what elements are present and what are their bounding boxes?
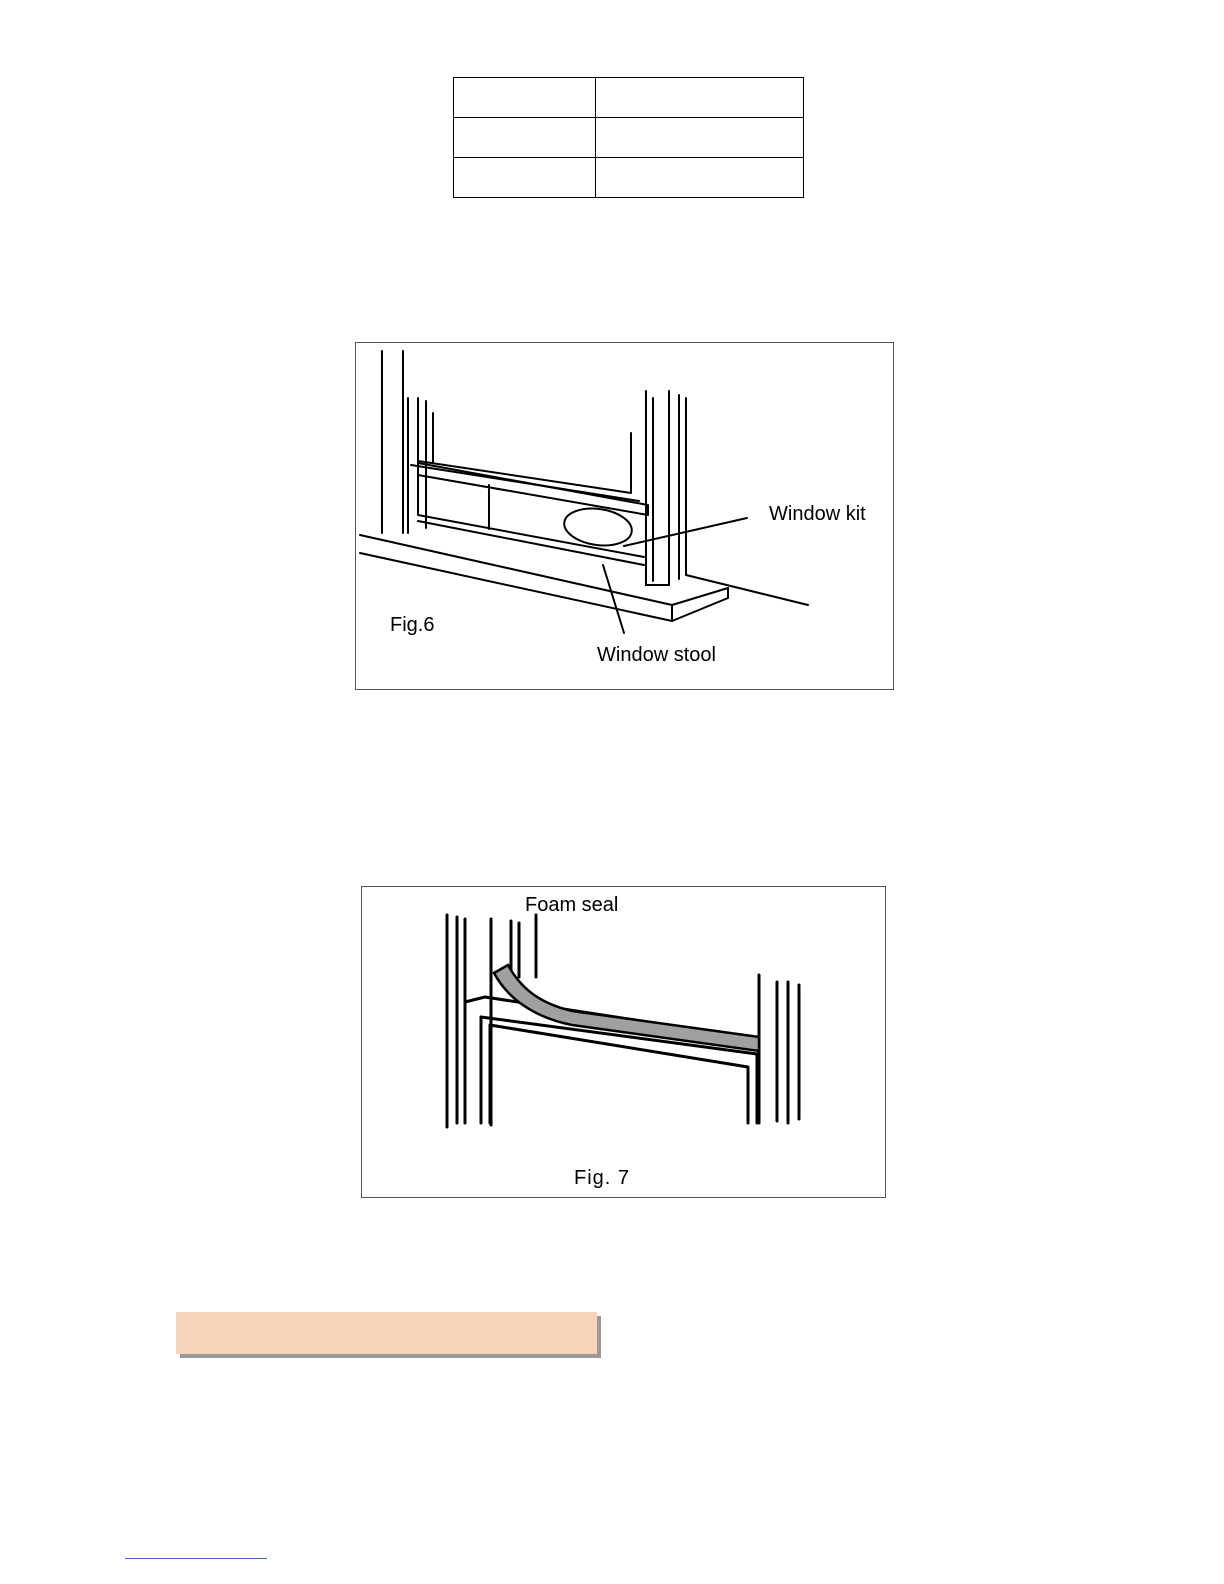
figure-7 — [361, 886, 886, 1198]
footnote-rule — [125, 1558, 267, 1559]
table-row — [454, 118, 804, 158]
foam-seal-label: Foam seal — [525, 894, 619, 916]
table-cell — [454, 118, 596, 158]
table-cell — [596, 118, 804, 158]
figure-6 — [355, 342, 894, 690]
table-row — [454, 78, 804, 118]
window-stool-label: Window stool — [597, 644, 716, 666]
section-heading-bar — [176, 1312, 597, 1354]
foam-seal-illustration — [362, 887, 885, 1197]
spec-table — [453, 77, 804, 198]
table-row — [454, 158, 804, 198]
figure-caption: Fig. 7 — [574, 1167, 631, 1189]
window-kit-illustration — [356, 343, 893, 689]
foam-seal-strip — [494, 965, 759, 1051]
table-cell — [596, 78, 804, 118]
table-cell — [454, 78, 596, 118]
figure-caption: Fig.6 — [390, 614, 435, 636]
window-kit-label: Window kit — [769, 503, 866, 525]
table-cell — [596, 158, 804, 198]
table-cell — [454, 158, 596, 198]
